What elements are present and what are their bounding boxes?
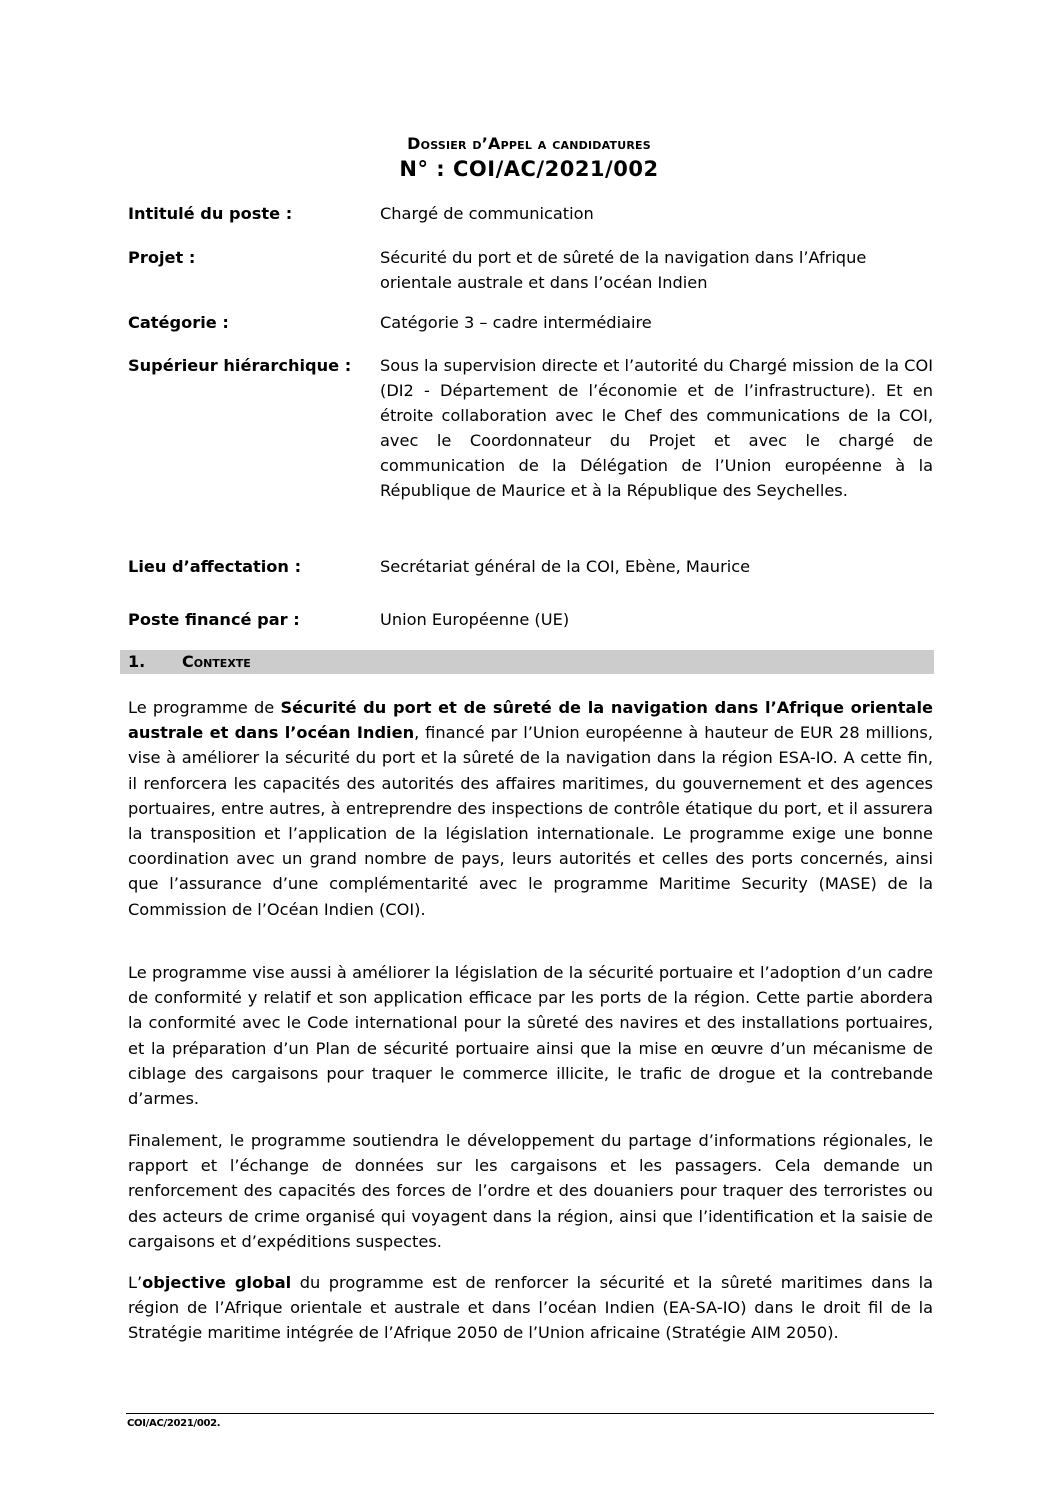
document-reference: N° : COI/AC/2021/002 [399,157,659,181]
paragraph-text: Le programme de [128,698,281,717]
section-title: Contexte [182,652,251,671]
field-value: Chargé de communication [380,204,594,223]
paragraph-program-intro [128,695,933,922]
paragraph-global-objective [128,1270,933,1346]
field-label: Supérieur hiérarchique : [128,356,352,375]
footer-divider [126,1413,934,1414]
section-number: 1. [128,652,146,671]
paragraph-text: du programme est de renforcer la sécurité et la sûreté maritimes dans la région de l’Afrique orientale et australe et dans l’océan Indien (EA-SA-IO) dans le droit fil de la Stratégie maritime intégrée de l’Afrique 2050 de l’Union africaine (Stratégie AIM 2050). [128,1273,933,1343]
field-label: Catégorie : [128,313,229,332]
paragraph-bold-text: objective global [142,1273,292,1292]
field-value: Union Européenne (UE) [380,610,570,629]
paragraph-legislation [128,960,933,1111]
footer-reference: COI/AC/2021/002. [127,1418,221,1429]
field-value: Secrétariat général de la COI, Ebène, Maurice [380,557,751,576]
field-value: Catégorie 3 – cadre intermédiaire [380,313,652,332]
document-title-block [0,133,1058,183]
field-label: Intitulé du poste : [128,204,293,223]
field-label: Projet : [128,248,196,267]
field-label: Lieu d’affectation : [128,557,302,576]
paragraph-bold-text: Sécurité du port et de sûreté de la navigation dans l’Afrique orientale australe et dans l’océan Indien [128,698,933,743]
document-title: Dossier d’Appel a candidatures [407,134,651,153]
paragraph-information-sharing [128,1128,933,1254]
paragraph-text: , financé par l’Union européenne à hauteur de EUR 28 millions, vise à améliorer la sécurité du port et la sûreté de la navigation dans la région ESA-IO. A cette fin, il renforcera les capacités des autorités des affaires maritimes, du gouvernement et des agences portuaires, entre autres, à entreprendre des inspections de contrôle étatique du port, et il assurera la transposition et l’application de la législation internationale. Le programme exige une bonne coordination avec un grand nombre de pays, leurs autorités et celles des ports concernés, ainsi que l’assurance d’une complémentarité avec le programme Maritime Security (MASE) de la Commission de l’Océan Indien (COI). [128,723,934,919]
field-value: Sécurité du port et de sûreté de la navigation dans l’Afrique orientale australe et dans l’océan Indien [380,248,867,292]
field-value: Sous la supervision directe et l’autorité du Chargé mission de la COI (DI2 - Département de l’économie et de l’infrastructure). Et en étroite collaboration avec le Chef des communications de la COI, avec le Coordonnateur du Projet et avec le chargé de communication de la Délégation de l’Union européenne à la République de Maurice et à la République des Seychelles. [380,356,933,500]
paragraph-text: L’ [128,1273,143,1292]
paragraph-text: Le programme vise aussi à améliorer la législation de la sécurité portuaire et l’adoption d’un cadre de conformité y relatif et son application efficace par les ports de la région. Cette partie abordera la conformité avec le Code international pour la sûreté des navires et des installations portuaires, et la préparation d’un Plan de sécurité portuaire ainsi que la mise en œuvre d’un mécanisme de ciblage des cargaisons pour traquer le commerce illicite, le trafic de drogue et la contrebande d’armes. [128,963,933,1109]
field-label: Poste financé par : [128,610,300,629]
section-heading-contexte [120,650,934,674]
paragraph-text: Finalement, le programme soutiendra le développement du partage d’informations régionales, le rapport et l’échange de données sur les cargaisons et les passagers. Cela demande un renforcement des capacités des forces de l’ordre et des douaniers pour traquer des terroristes ou des acteurs de crime organisé qui voyagent dans la région, ainsi que l’identification et la saisie de cargaisons et d’expéditions suspectes. [128,1131,933,1251]
